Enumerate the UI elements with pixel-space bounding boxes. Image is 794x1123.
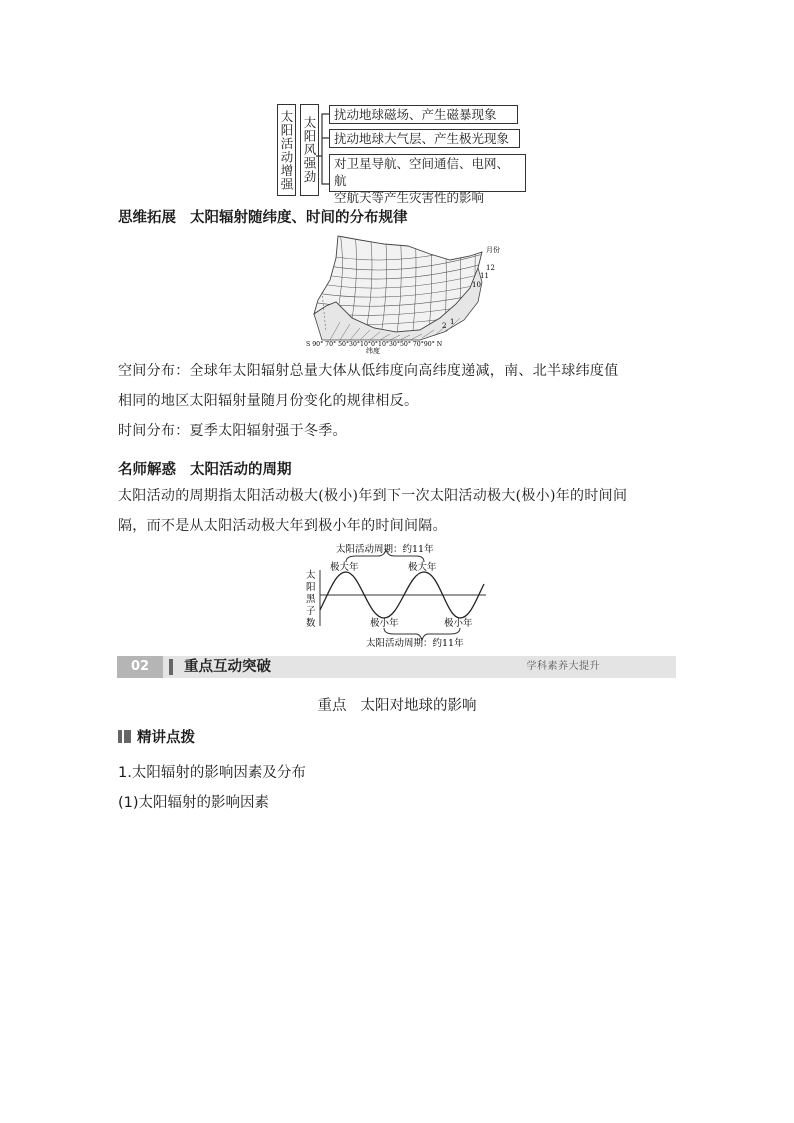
effect-hazard-line-2: 空航天等产生灾害性的影响 bbox=[334, 190, 485, 205]
month-tick-11: 11 bbox=[480, 272, 489, 280]
thinking-heading bbox=[118, 206, 408, 227]
effect-hazard-line-1: 对卫星导航、空间通信、电网、航 bbox=[334, 156, 510, 188]
month-tick-10: 10 bbox=[472, 281, 481, 289]
thinking-title: 太阳辐射随纬度、时间的分布规律 bbox=[190, 210, 408, 226]
root-box: 太阳活动增强 bbox=[277, 104, 296, 196]
ylabel-char-3: 黑 bbox=[306, 594, 316, 605]
lecture-heading-text: 精讲点拨 bbox=[137, 730, 195, 746]
master-text bbox=[118, 481, 688, 541]
temporal-line: 时间分布：夏季太阳辐射强于冬季。 bbox=[118, 423, 347, 439]
month-tick-12: 12 bbox=[486, 264, 495, 272]
lecture-item-1: 1.太阳辐射的影响因素及分布 bbox=[118, 765, 306, 781]
y-axis-label bbox=[306, 569, 316, 629]
section-number: 02 bbox=[117, 656, 163, 678]
top-period-label: 太阳活动周期：约11年 bbox=[336, 544, 434, 555]
thinking-label: 思维拓展 bbox=[118, 210, 176, 226]
key-point-title: 太阳对地球的影响 bbox=[360, 698, 477, 714]
lecture-heading bbox=[118, 726, 195, 747]
lecture-item-1-1: (1)太阳辐射的影响因素 bbox=[118, 795, 270, 811]
master-label: 名师解惑 bbox=[118, 462, 176, 478]
ylabel-char-4: 子 bbox=[306, 606, 316, 617]
master-line-2: 隔，而不是从太阳活动极大年到极小年的时间间隔。 bbox=[118, 518, 447, 534]
month-tick-2: 2 bbox=[442, 322, 447, 330]
spatial-line-2: 相同的地区太阳辐射量随月份变化的规律相反。 bbox=[118, 393, 419, 409]
master-title: 太阳活动的周期 bbox=[190, 462, 292, 478]
key-point-label: 重点 bbox=[317, 698, 347, 714]
master-line-1: 太阳活动的周期指太阳活动极大(极小)年到下一次太阳活动极大(极小)年的时间间 bbox=[118, 488, 628, 504]
min-year-label-2: 极小年 bbox=[444, 618, 473, 629]
distribution-text bbox=[118, 356, 688, 446]
latitude-axis-label: 纬度 bbox=[366, 347, 380, 354]
min-year-label-1: 极小年 bbox=[370, 618, 399, 629]
lecture-marker-icon bbox=[118, 730, 131, 743]
max-year-label-2: 极大年 bbox=[408, 562, 437, 573]
spatial-line-1: 空间分布：全球年太阳辐射总量大体从低纬度向高纬度递减，南、北半球纬度值 bbox=[118, 363, 619, 379]
ylabel-char-5: 数 bbox=[306, 618, 316, 629]
effect-hazard-box bbox=[329, 154, 526, 205]
section-tagline: 学科素养大提升 bbox=[526, 661, 600, 672]
ylabel-char-1: 太 bbox=[306, 570, 316, 581]
sunspot-cycle-chart bbox=[300, 540, 495, 650]
month-tick-1: 1 bbox=[450, 318, 455, 326]
month-axis-label: 月份 bbox=[486, 246, 500, 254]
banner-divider bbox=[169, 659, 173, 675]
branch-box: 太阳风强劲 bbox=[300, 104, 319, 196]
effect-magnetic-storm: 扰动地球磁场、产生磁暴现象 bbox=[329, 105, 518, 124]
master-heading bbox=[118, 458, 292, 479]
section-title: 重点互动突破 bbox=[184, 659, 271, 675]
ylabel-char-2: 阳 bbox=[306, 582, 316, 593]
latitude-ticks: S 90° 70° 50°30°10°0°10°30°50° 70°90° N bbox=[306, 341, 443, 348]
bottom-period-label: 太阳活动周期：约11年 bbox=[366, 638, 464, 649]
lecture-items bbox=[118, 758, 306, 818]
radiation-surface-chart bbox=[300, 232, 500, 354]
max-year-label-1: 极大年 bbox=[330, 562, 359, 573]
section-banner bbox=[117, 656, 676, 678]
effect-aurora: 扰动地球大气层、产生极光现象 bbox=[329, 129, 520, 148]
key-point-heading bbox=[0, 694, 794, 715]
